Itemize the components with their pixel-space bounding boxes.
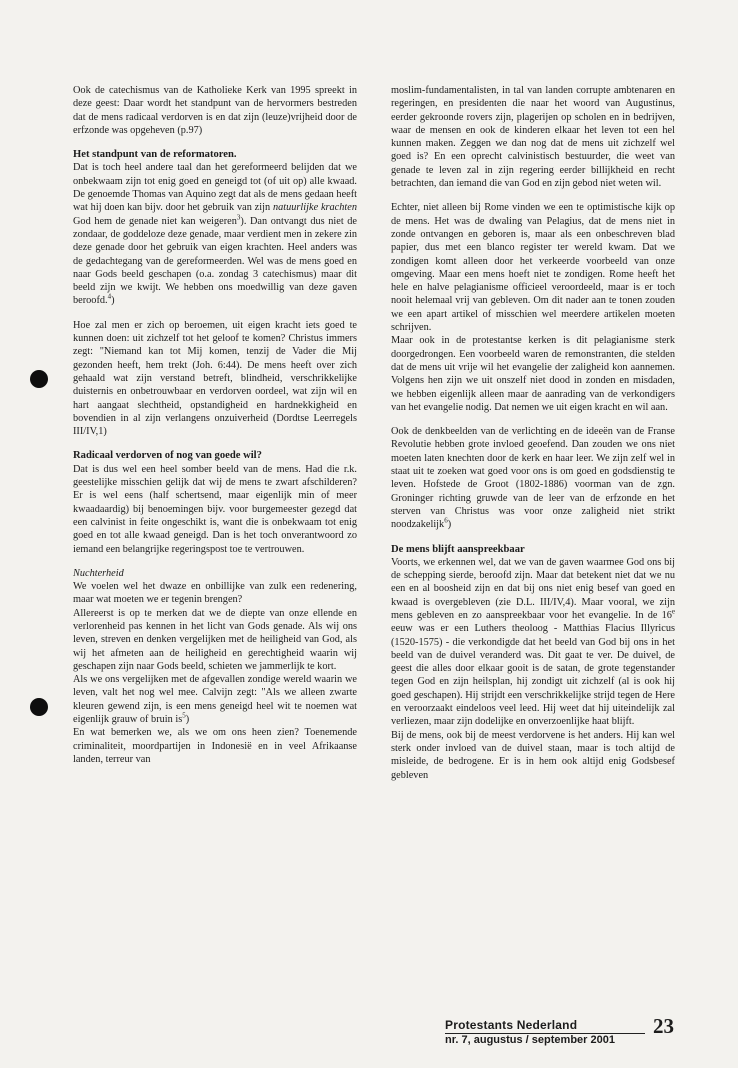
paragraph: Dat is toch heel andere taal dan het gereformeerd belijden dat we onbekwaam zijn tot enig goed en geneigd tot (of uit op) alle kwaad. De genoemde Thomas van Aquino zegt dat als de mens gedaan heeft wat hij doen kan bijv. door het gebruik van zijn natuurlijke krachten God hem de genade niet kan weigeren$^3$). Dan ontvangt dus niet de zondaar, de goddeloze deze genade, maar verdient men in zekere zin deze genade door het gebruik van eigen krachten. Heel anders was de gedachtegang van de gereformeerden. Wel was de mens goed en naar Gods beeld geschapen (o.a. zondag 3 catechismus) maar dit beeld zijn we kwijt. We hebben ons moedwillig van deze gaven beroofd.$^4$) xyxy=(73,162,357,307)
paragraph: Echter, niet alleen bij Rome vinden we een te optimistische kijk op de mens. Het was de dwaling van Pelagius, dat de mens niet in zonde ontvangen en geboren is, maar als een onbeschreven blad papier, dus met een blanco register ter wereld kwam. Dat we zondigen komt alleen door het verkeerde voorbeeld van onze omgeving. Maar een mens hoeft niet te zondigen. Rome heeft het hele en halve pelagianisme officieel veroordeeld, maar is er toch nooit helemaal vrij van gebleven. Om dit nader aan te tonen zouden we een apart artikel of misschien wel meerdere artikelen moeten schrijven. xyxy=(391,202,675,334)
paragraph: Ook de catechismus van de Katholieke Kerk van 1995 spreekt in deze geest: Daar wordt het standpunt van de hervormers bestreden dat de mens radicaal verdorven is en dat zijn (leuze)vrijheid door de erfzonde was opgeheven (p.97) xyxy=(73,85,357,136)
issue-info: nr. 7, augustus / september 2001 xyxy=(445,1034,615,1046)
section-heading: De mens blijft aanspreekbaar xyxy=(391,543,525,555)
paragraph: Ook de denkbeelden van de verlichting en de ideeën van de Franse Revolutie hebben grote invloed geoefend. Dan zouden we ons niet moeten laten knechten door de kerk en haar leer. We zijn zelf wel in staat uit te zoeken wat goed voor ons is om goed en godsdienstig te leven. Hofstede de Groot (1802-1886) voorman van de zgn. Groninger richting gruwde van de leer van de erfzonde en het sterven van Christus was voor onze zaligheid niet strikt noodzakelijk$^6$) xyxy=(391,426,675,531)
paragraph: Bij de mens, ook bij de meest verdorvene is het anders. Hij kan wel sterk onder invloed van de duivel staan, maar is toch altijd de misleide, de bedrogene. Er is in hem ook altijd enig Godsbesef gebleven xyxy=(391,729,675,781)
page-footer xyxy=(445,1014,685,1062)
section-heading: Het standpunt van de reformatoren. xyxy=(73,149,237,161)
punch-hole-top xyxy=(30,370,48,388)
paragraph: En wat bemerken we, als we om ons heen zien? Toenemende criminaliteit, moordpartijen in Indonesië en in veel Afrikaanse landen, terreur van xyxy=(73,727,357,765)
paragraph: Maar ook in de protestantse kerken is dit pelagianisme sterk doorgedrongen. Een voorbeeld waren de remonstranten, die stelden dat de mens uit vrije wil het evangelie der zaligheid kon aannemen. Volgens hen zijn we uit onszelf niet dood in zonden en misdaden, we hebben eigenlijk alleen maar de aanrading van de verkondigers van het evangelie nodig. Dat nemen we uit eigen kracht en wil aan. xyxy=(391,335,675,413)
paragraph: Als we ons vergelijken met de afgevallen zondige wereld waarin we leven, valt het nog wel mee. Calvijn zegt: "Als we alleen zwarte kleuren gewend zijn, is een mens geneigd heel wit te noemen wat eigenlijk grauw of bruin $is^5$) xyxy=(73,674,357,726)
subheading: Nuchterheid xyxy=(73,567,124,579)
left-column xyxy=(73,84,357,766)
right-column xyxy=(391,84,675,782)
paragraph: Voorts, we erkennen wel, dat we van de gaven waarmee God ons bij de schepping sierde, beroofd zijn. Maar dat betekent niet dat we nu een en al boosheid zijn en dat bij ons niet enig besef van goed en kwaad is overgebleven (zie D.L. III/IV,4). Maar vooral, we zijn mens gebleven en zo aanspreekbaar voor het evangelie. In de 16e eeuw was er een Luthers theoloog - Matthias Flacius Illyricus (1520-1575) - die verkondigde dat het beeld van God bij ons in het beeld van de duivel veranderd was. Dit gaat te ver. De duivel, de geest die alles door elkaar gooit is de satan, de grote tegenstander tegen God en zijn heilsplan, hij zondigt uit zichzelf (al is ook hij goed geschapen). Hij strijdt een verschrikkelijke strijd tegen de Here en veroorzaakt eindeloos veel leed. Hij weet dat hij uiteindelijk zal verliezen, maar zijn dodelijke en onverzoenlijke haat blijft. xyxy=(391,556,675,728)
paragraph: Hoe zal men er zich op beroemen, uit eigen kracht iets goed te kunnen doen: uit zichzelf tot het geloof te komen? Christus immers zegt: "Niemand kan tot Mij komen, tenzij de Vader die Mij gezonden heeft, hem trekt (Joh. 6:44). De mens heeft over zich gehaald wat zijn verstand betreft, blindheid, verschrikkelijke duisternis en onbetrouwbaar en verdorven oordeel, wat zijn wil en hart aangaat slechtheid, opstandigheid en hardnekkigheid en bovendien in al zijn verlangens onzuiverheid (Dordtse Leerregels III/IV,1) xyxy=(73,319,357,438)
section-heading: Radicaal verdorven of nog van goede wil? xyxy=(73,450,262,462)
page-number: 23 xyxy=(653,1014,674,1038)
paragraph: moslim-fundamentalisten, in tal van landen corrupte ambtenaren en regeringen, en presidenten die naar het woord van Augustinus, eerder gekroonde rovers zijn, plagerijen op scholen en in bedrijven, waar de mensen en ook de kinderen elkaar het leven tot een hel kunnen maken. Zeggen we dan nog dat de mens uit zichzelf wel goed is? En een oprecht calvinistisch bestuurder, die weet van genade te leven zal in zijn regering eerder billijkheid en recht betrachten, dan iemand die van God en zijn gebod niet weten wil. xyxy=(391,85,675,190)
punch-hole-bottom xyxy=(30,698,48,716)
paragraph: Allereerst is op te merken dat we de diepte van onze ellende en verlorenheid pas kennen in het licht van Gods genade. Als wij ons leven, streven en denken vergelijken met de heiligheid van God, als wij het afmeten aan de heiligheid en gerechtigheid waarin wij geschapen zijn naar Gods beeld, schieten we jammerlijk te kort. xyxy=(73,607,357,672)
paragraph: Dat is dus wel een heel somber beeld van de mens. Had die r.k. geestelijke misschien gelijk dat wij de mens te zwart afschilderen? Er is wel eens (half schertsend, maar eigenlijk min of meer kwaadaardig) bij benoemingen bijv. voor burgemeester gezegd dat een calvinist in feite ongeschikt is, want die is onbekwaam tot enig goed en tot alle kwaad geneigd. Dan is het toch onverantwoord zo iemand een belangrijke regeringspost toe te vertrouwen. xyxy=(73,463,357,555)
paragraph: We voelen wel het dwaze en onbillijke van zulk een redenering, maar wat moeten we er tegenin brengen? xyxy=(73,581,357,606)
publication-name: Protestants Nederland xyxy=(445,1018,645,1034)
